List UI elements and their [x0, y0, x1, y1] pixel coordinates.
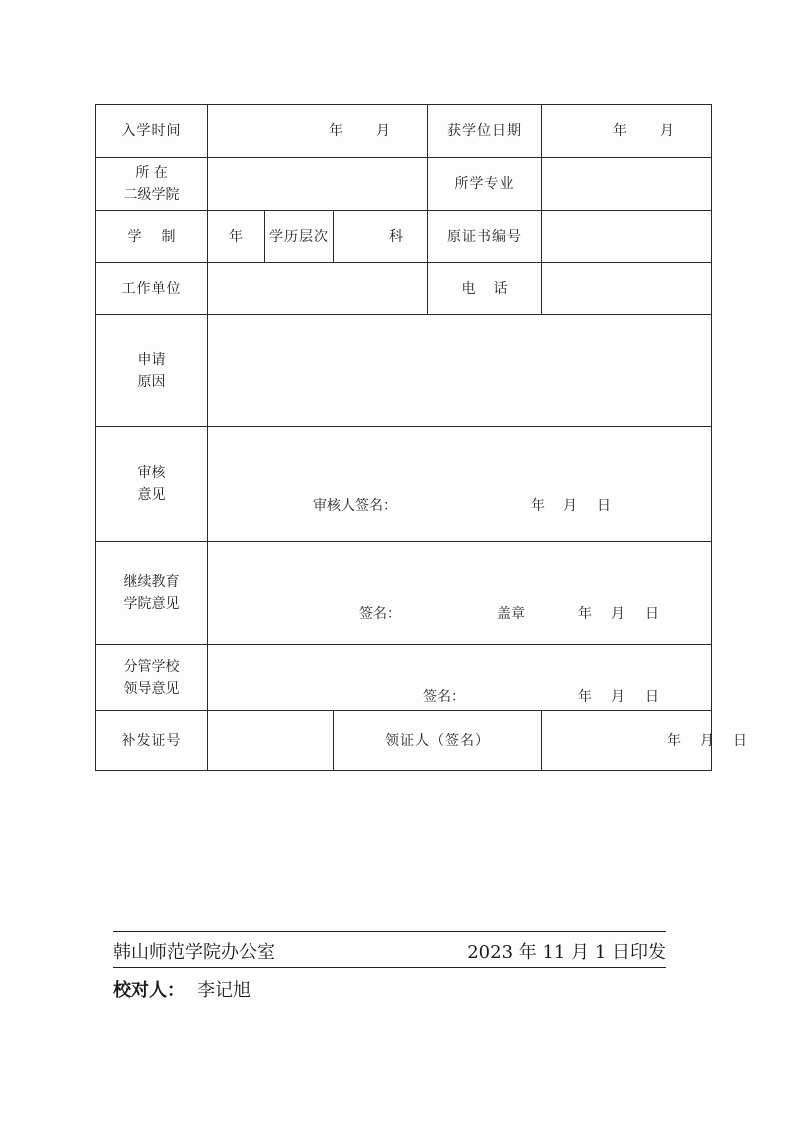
enroll-month-unit: 月	[376, 123, 393, 139]
application-form-table	[95, 104, 747, 771]
reissue-number-label: 补发证号	[96, 711, 208, 771]
college-label-line1: 所 在	[135, 165, 168, 181]
leader-sign-label: 签名：	[423, 689, 465, 705]
continuing-edu-field[interactable]	[208, 542, 712, 645]
major-field[interactable]	[542, 158, 712, 211]
reason-field[interactable]	[208, 315, 712, 427]
leader-date-year: 年	[578, 689, 592, 705]
receiver-date-month: 月	[700, 733, 714, 749]
leader-date-month: 月	[611, 689, 625, 705]
receiver-date-field[interactable]	[542, 711, 747, 771]
work-unit-field[interactable]	[208, 263, 428, 315]
leader-opinion-label-line1: 分管学校	[123, 658, 180, 675]
form-row-leader	[96, 645, 712, 711]
receiver-date-year: 年	[667, 733, 681, 749]
leader-opinion-label	[96, 645, 208, 711]
degree-date-label: 获学位日期	[428, 105, 542, 158]
form-row-review	[96, 427, 712, 542]
issuer-row	[113, 936, 666, 966]
continuing-edu-date-year: 年	[578, 606, 592, 622]
degree-month-unit: 月	[660, 123, 677, 139]
reissue-number-field[interactable]	[208, 711, 334, 771]
review-label-line1: 审核	[137, 465, 166, 481]
reason-label	[96, 315, 208, 427]
continuing-edu-date-day: 日	[645, 606, 659, 622]
leader-date-day: 日	[645, 689, 659, 705]
enroll-year-unit: 年	[329, 123, 346, 139]
review-date-day: 日	[597, 498, 611, 514]
study-system-label: 学制	[96, 211, 208, 263]
degree-date-field[interactable]	[542, 105, 712, 158]
continuing-edu-seal-label: 盖章	[497, 606, 525, 622]
proofreader-row	[113, 976, 666, 1002]
leader-opinion-field[interactable]	[208, 645, 712, 711]
college-label	[96, 158, 208, 211]
form-row-system	[96, 211, 712, 263]
proofreader-label: 校对人：	[113, 980, 185, 1001]
review-label	[96, 427, 208, 542]
college-field[interactable]	[208, 158, 428, 211]
issuer-name: 韩山师范学院办公室	[113, 942, 275, 963]
study-system-unit: 年	[229, 228, 243, 245]
education-level-label: 学历层次	[265, 211, 334, 263]
reason-label-line1: 申请	[137, 351, 166, 368]
major-label: 所学专业	[428, 158, 542, 211]
degree-year-unit: 年	[613, 123, 630, 139]
footer-bottom-rule	[113, 967, 666, 968]
form-row-reason	[96, 315, 712, 427]
review-date-month: 月	[563, 498, 577, 514]
certificate-number-field[interactable]	[542, 211, 712, 263]
receiver-sign-label: 领证人（签名）	[334, 711, 542, 771]
college-label-line2: 二级学院	[123, 187, 180, 203]
education-level-field[interactable]	[334, 211, 428, 263]
continuing-edu-label-line2: 学院意见	[123, 596, 180, 612]
form-row-enroll	[96, 105, 712, 158]
form-row-reissue	[96, 711, 712, 771]
continuing-edu-label-line1: 继续教育	[123, 574, 180, 590]
form-row-work	[96, 263, 712, 315]
proofreader-name: 李记旭	[197, 980, 251, 1001]
continuing-edu-sign-label: 签名：	[359, 606, 401, 622]
work-unit-label: 工作单位	[96, 263, 208, 315]
receiver-date-day: 日	[733, 733, 747, 749]
enroll-time-field[interactable]	[208, 105, 428, 158]
footer-top-rule	[113, 931, 666, 932]
phone-label: 电话	[428, 263, 542, 315]
continuing-edu-label	[96, 542, 208, 645]
form-row-continuing-edu	[96, 542, 712, 645]
review-date-year: 年	[531, 498, 545, 514]
education-level-unit: 科	[389, 228, 403, 245]
reason-label-line2: 原因	[137, 373, 166, 390]
continuing-edu-date-month: 月	[611, 606, 625, 622]
review-label-line2: 意见	[137, 487, 166, 503]
review-field[interactable]	[208, 427, 712, 542]
certificate-number-label: 原证书编号	[428, 211, 542, 263]
phone-field[interactable]	[542, 263, 712, 315]
leader-opinion-label-line2: 领导意见	[123, 680, 180, 697]
reviewer-sign-label: 审核人签名：	[313, 498, 397, 514]
issue-date: 2023 年 11 月 1 日印发	[467, 942, 666, 963]
study-system-field[interactable]	[208, 211, 265, 263]
enroll-time-label: 入学时间	[96, 105, 208, 158]
form-row-college	[96, 158, 712, 211]
